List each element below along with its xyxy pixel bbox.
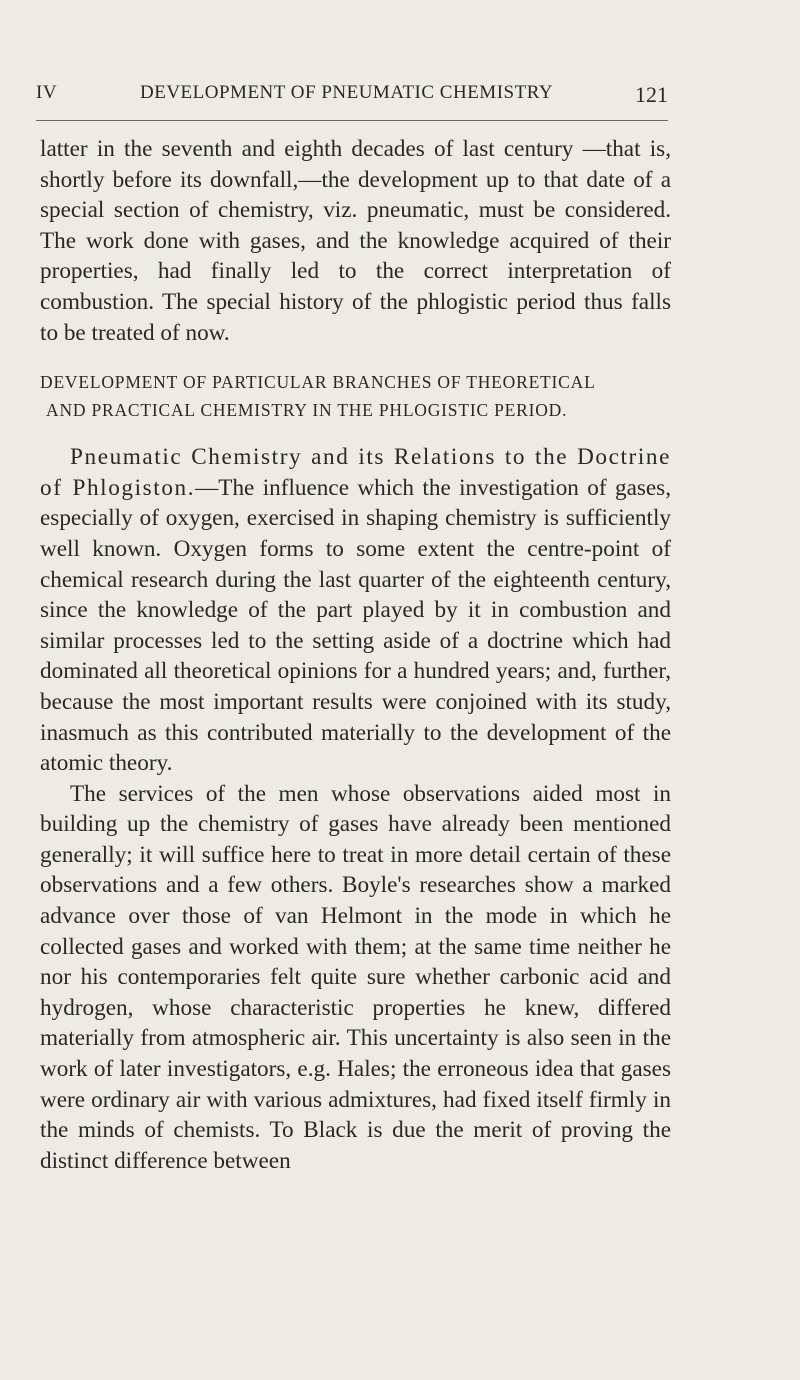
chapter-number: IV <box>36 82 58 103</box>
paragraph-continuation: latter in the seventh and eighth decades of last century —that is, shortly before its downfall,—the development up to that date of a special section of chemistry, viz. pneumatic, must be considered. The work done with gases, and the knowledge acquired of their properties, had finally led to the correct interpretation of combustion. The special history of the phlogistic period thus falls to be treated of now. <box>40 136 671 346</box>
paragraph-services: The services of the men whose observations aided most in building up the chemistry of gases have already been mentioned generally; it will suffice here to treat in more detail certain of these observations and a few others. Boyle's researches show a marked advance over those of van Helmont in the mode in which he collected gases and worked with them; at the same time neither he nor his contemporaries felt quite sure whether carbonic acid and hydrogen, whose characteristic properties he knew, differed materially from atmospheric air. This uncertainty is also seen in the work of later investigators, e.g. Hales; the erroneous idea that gases were ordinary air with various admixtures, had fixed itself firmly in the minds of chemists. To Black is due the merit of proving the distinct difference between <box>40 780 671 1174</box>
running-head <box>36 82 668 112</box>
section-heading <box>40 368 671 424</box>
run-in-subheading: Pneumatic Chemistry and its Relations to the Doctrine of Phlogiston. <box>40 444 671 501</box>
paragraph-text: —The influence which the investigation of gases, especially of oxygen, exercised in shaping chemistry is sufficiently well known. Oxygen forms to some extent the centre-point of chemical research during the last quarter of the eighteenth century, since the knowledge of the part played by it in combustion and similar processes led to the setting aside of a doctrine which had dominated all theoretical opinions for a hundred years; and, further, because the most important results were conjoined with its study, inasmuch as this contributed materially to the development of the atomic theory. <box>40 474 671 777</box>
header-rule <box>36 120 668 121</box>
running-title: DEVELOPMENT OF PNEUMATIC CHEMISTRY <box>140 82 554 103</box>
body-text <box>40 134 671 1176</box>
section-heading-line-1: DEVELOPMENT OF PARTICULAR BRANCHES OF THEORETICAL <box>40 372 596 393</box>
page-number: 121 <box>635 82 668 107</box>
section-heading-line-2: AND PRACTICAL CHEMISTRY IN THE PHLOGISTIC PERIOD. <box>46 400 568 421</box>
paragraph-pneumatic-chemistry <box>40 442 671 779</box>
